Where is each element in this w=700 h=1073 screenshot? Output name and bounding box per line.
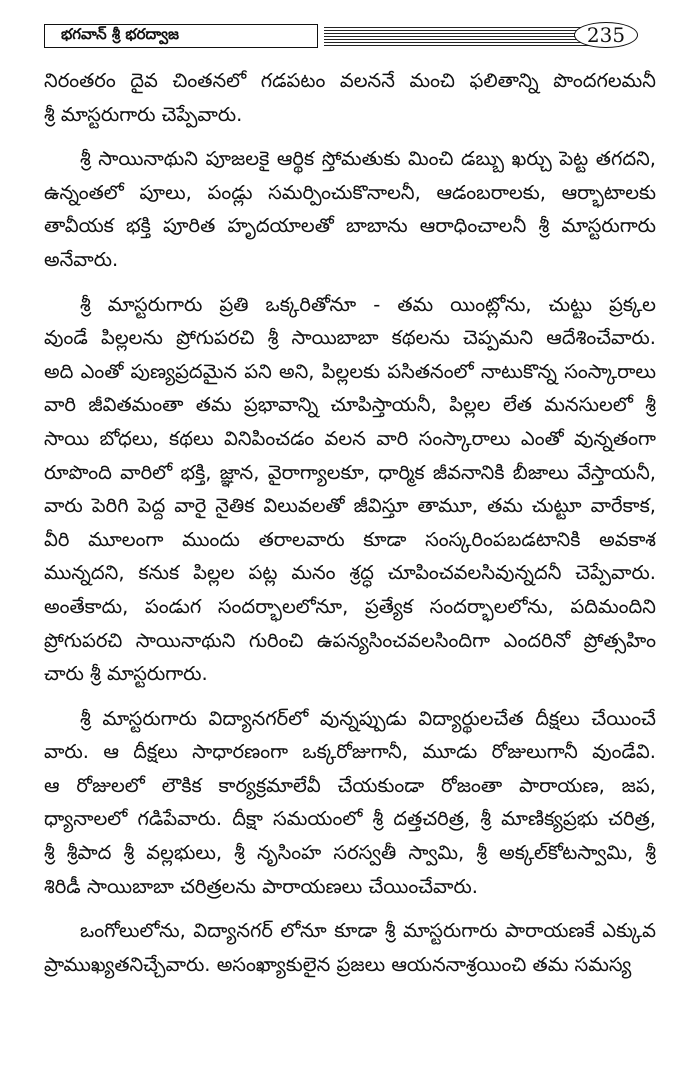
page-header bbox=[44, 22, 656, 52]
text-line: వారి జీవితమంతా తమ ప్రభావాన్ని చూపిస్తాయనీ, పిల్లల లేత మనసులలో శ్రీ bbox=[44, 393, 656, 417]
text-line: చారు శ్రీ మాస్టరుగారు. bbox=[44, 662, 208, 686]
text-line: అది ఎంతో పుణ్యప్రదమైన పని అని, పిల్లలకు పసితనంలో నాటుకొన్న సంస్కారాలు bbox=[44, 359, 656, 383]
running-title: భగవాన్ శ్రీ భరద్వాజ bbox=[44, 24, 318, 48]
text-line: శ్రీ మాస్టరుగారు ప్రతి ఒక్కరితోనూ - తమ యింట్లోను, చుట్టు ప్రక్కల bbox=[80, 292, 656, 316]
paragraph bbox=[44, 142, 656, 276]
text-line: ఆ రోజులలో లౌకిక కార్యక్రమాలేవీ చేయకుండా రోజంతా పారాయణ, జప, bbox=[44, 773, 656, 797]
body-text bbox=[44, 64, 656, 992]
text-line: వారు పెరిగి పెద్ద వారై నైతిక విలువలతో జీవిస్తూ తామూ, తమ చుట్టూ వారేకాక, bbox=[44, 494, 656, 518]
paragraph bbox=[44, 702, 656, 904]
paragraph bbox=[44, 914, 656, 981]
text-line: ఒంగోలులోను, విద్యానగర్ లోనూ కూడా శ్రీ మాస్టరుగారు పారాయణకే ఎక్కువ bbox=[80, 919, 656, 943]
text-line: ఉన్నంతలో పూలు, పండ్లు సమర్పించుకొనాలనీ, ఆడంబరాలకు, ఆర్భాటాలకు bbox=[44, 180, 656, 204]
paragraph bbox=[44, 64, 656, 131]
text-line: రూపొంది వారిలో భక్తి, జ్ఞాన, వైరాగ్యాలకూ, ధార్మిక జీవనానికి బీజాలు వేస్తాయనీ, bbox=[44, 460, 656, 484]
text-line: తావీయక భక్తి పూరిత హృదయాలతో బాబాను ఆరాధించాలనీ శ్రీ మాస్టరుగారు bbox=[44, 214, 656, 238]
text-line: సాయి బోధలు, కథలు వినిపించడం వలన వారి సంస్కారాలు ఎంతో వున్నతంగా bbox=[44, 426, 656, 450]
text-line: అనేవారు. bbox=[44, 247, 119, 271]
text-line: నిరంతరం దైవ చింతనలో గడపటం వలననే మంచి ఫలితాన్ని పొందగలమనీ bbox=[44, 69, 656, 92]
text-line: ధ్యానాలలో గడిపేవారు. దీక్షా సమయంలో శ్రీ దత్తచరిత్ర, శ్రీ మాణిక్యప్రభు చరిత్ర, bbox=[44, 807, 656, 831]
text-line: మున్నదని, కనుక పిల్లల పట్ల మనం శ్రద్ధ చూపించవలసివున్నదనీ చెప్పేవారు. bbox=[44, 561, 656, 585]
page-number: 235 bbox=[574, 22, 638, 48]
text-line: వుండే పిల్లలను ప్రోగుపరచి శ్రీ సాయిబాబా కథలను చెప్పమని ఆదేశించేవారు. bbox=[44, 326, 656, 350]
text-line: వీరి మూలంగా ముందు తరాలవారు కూడా సంస్కరింపబడటానికి అవకాశ bbox=[44, 527, 656, 551]
text-line: ప్రాముఖ్యతనిచ్చేవారు. అసంఖ్యాకులైన ప్రజలు ఆయననాశ్రయించి తమ సమస్య bbox=[44, 952, 632, 976]
text-line: అంతేకాదు, పండుగ సందర్భాలలోనూ, ప్రత్యేక సందర్భాలలోను, పదిమందిని bbox=[44, 594, 656, 618]
text-line: శిరిడీ సాయిబాబా చరిత్రలను పారాయణలు చేయించేవారు. bbox=[44, 874, 478, 898]
text-line: శ్రీ శ్రీపాద శ్రీ వల్లభులు, శ్రీ నృసింహ సరస్వతీ స్వామి, శ్రీ అక్కల్‌కోటస్వామి, శ్రీ bbox=[44, 841, 656, 865]
text-line: ప్రోగుపరచి సాయినాథుని గురించి ఉపన్యసించవలసిందిగా ఎందరినో ప్రోత్సహిం bbox=[44, 628, 656, 652]
text-line: శ్రీ సాయినాథుని పూజలకై ఆర్థిక స్తోమతుకు మించి డబ్బు ఖర్చు పెట్ట తగదని, bbox=[80, 147, 656, 171]
text-line: శ్రీ మాస్టరుగారు చెప్పేవారు. bbox=[44, 102, 243, 126]
text-line: శ్రీ మాస్టరుగారు విద్యానగర్‌లో వున్నప్పుడు విద్యార్థులచేత దీక్షలు చేయించే bbox=[80, 706, 656, 730]
text-line: వారు. ఆ దీక్షలు సాధారణంగా ఒక్కరోజుగానీ, మూడు రోజులుగానీ వుండేవి. bbox=[44, 740, 656, 764]
paragraph bbox=[44, 288, 656, 691]
header-rules bbox=[324, 27, 594, 46]
